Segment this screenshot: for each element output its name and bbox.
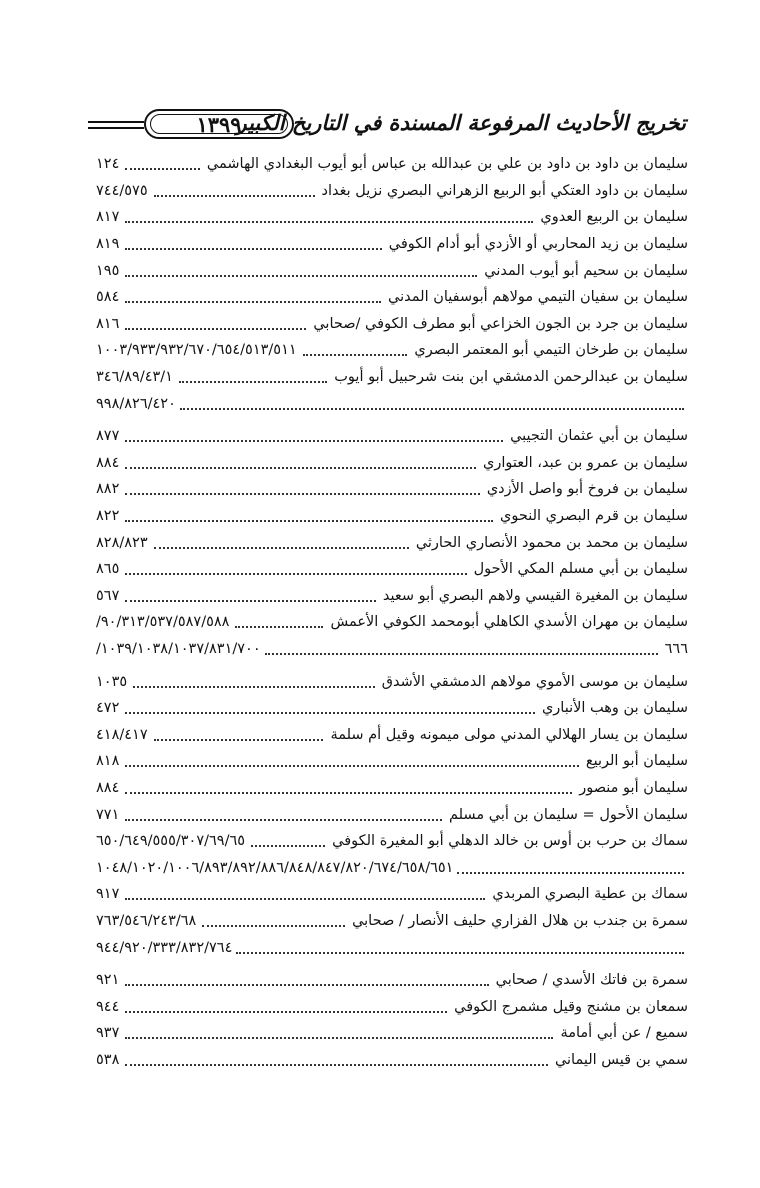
- index-entry-continuation: [96, 854, 688, 881]
- dot-leader: [457, 872, 684, 874]
- entry-name: سليمان بن داود بن داود بن علي بن عبدالله بن عباس أبو أيوب البغدادي الهاشمي: [206, 156, 688, 173]
- entry-refs: ٨١٩: [96, 236, 120, 253]
- entry-refs: ٨١٨: [96, 753, 120, 770]
- entry-refs: ٦٥٠/٦٤٩/٥٥٥/٣٠٧/٦٩/٦٥: [96, 833, 246, 850]
- dot-leader: [179, 381, 327, 383]
- entry-name: سليمان بن سحيم أبو أيوب المدني: [484, 262, 688, 279]
- entry-name: سماك بن عطية البصري المربدي: [492, 886, 688, 903]
- dot-leader: [125, 984, 488, 986]
- entry-refs: ٤١٨/٤١٧: [96, 726, 148, 743]
- entry-name: سمي بن قيس اليماني: [554, 1051, 688, 1068]
- entry-name: سليمان بن فروخ أبو واصل الأزدي: [486, 481, 688, 498]
- entry-name: سليمان بن موسى الأموي مولاهم الدمشقي الأشدق: [381, 673, 688, 690]
- index-entry: [96, 556, 688, 583]
- index-entry: [96, 476, 688, 503]
- index-entry: [96, 364, 688, 391]
- index-entry: [96, 503, 688, 530]
- dot-leader: [125, 440, 503, 442]
- entry-name: سليمان أبو الربيع: [585, 753, 688, 770]
- index-entry: [96, 609, 688, 636]
- dot-leader: [125, 168, 200, 170]
- header-rule: [88, 127, 144, 129]
- index-entry: [96, 1047, 688, 1074]
- entry-refs: ١٠٣٥: [96, 673, 128, 690]
- index-entry: [96, 257, 688, 284]
- dot-leader: [125, 221, 533, 223]
- entry-refs: ٩٢١: [96, 972, 120, 989]
- index-entry-continuation: [96, 636, 688, 663]
- index-entry: [96, 993, 688, 1020]
- index-entry: [96, 721, 688, 748]
- entry-refs: ٧٦٣/٥٤٦/٢٤٣/٦٨: [96, 912, 197, 929]
- entry-refs: ٩١٧: [96, 886, 120, 903]
- index-entry: [96, 450, 688, 477]
- entry-name: سليمان الأحول = سليمان بن أبي مسلم: [448, 806, 688, 823]
- dot-leader: [125, 1037, 553, 1039]
- dot-leader: [180, 408, 684, 410]
- entry-refs: ١٢٤: [96, 156, 120, 173]
- index-entry: [96, 881, 688, 908]
- entry-name: سليمان بن المغيرة القيسي ولاهم البصري أبو سعيد: [382, 587, 688, 604]
- entry-name: سليمان بن مهران الأسدي الكاهلي أبومحمد الكوفي الأعمش: [330, 614, 688, 631]
- entry-refs: ٩٤٤: [96, 998, 120, 1015]
- entry-refs: ٩٠/٣١٣/٥٣٧/٥٨٧/٥٨٨/: [96, 614, 230, 631]
- dot-leader: [235, 626, 323, 628]
- index-entry-continuation: [96, 934, 688, 961]
- entry-name: سليمان بن محمد بن محمود الأنصاري الحارثي: [415, 534, 688, 551]
- entry-name: سليمان بن عبدالرحمن الدمشقي ابن بنت شرحبيل أبو أيوب: [334, 369, 688, 386]
- entry-name: سماك بن حرب بن أوس بن خالد الدهلي أبو المغيرة الكوفي: [332, 833, 688, 850]
- entry-refs: ٧٧١: [96, 806, 120, 823]
- dot-leader: [125, 248, 381, 250]
- entry-name: سليمان بن أبي عثمان التجيبي: [510, 428, 688, 445]
- entry-name: سليمان أبو منصور: [579, 779, 688, 796]
- index-entry: [96, 583, 688, 610]
- entry-name: سليمان بن سفيان التيمي مولاهم أبوسفيان المدني: [388, 289, 688, 306]
- dot-leader: [202, 925, 345, 927]
- entry-refs: ٨٢٢: [96, 508, 120, 525]
- dot-leader: [125, 275, 477, 277]
- dot-leader: [125, 792, 572, 794]
- dot-leader: [125, 493, 479, 495]
- index-entry: [96, 204, 688, 231]
- dot-leader: [125, 467, 476, 469]
- entry-name: سميع / عن أبي أمامة: [560, 1025, 688, 1042]
- dot-leader: [125, 765, 579, 767]
- index-entry: [96, 748, 688, 775]
- entry-refs: ٩٤٤/٩٢٠/٣٣٣/٨٣٢/٧٦٤: [96, 939, 233, 956]
- page-number: ١٣٩٩: [144, 109, 294, 139]
- entry-name: سليمان بن وهب الأنباري: [541, 700, 688, 717]
- index-entry: [96, 801, 688, 828]
- entry-name: سليمان بن يسار الهلالي المدني مولى ميمونه وقيل أم سلمة: [330, 726, 688, 743]
- dot-leader: [125, 301, 381, 303]
- index-entry: [96, 695, 688, 722]
- entry-refs: ٨١٧: [96, 209, 120, 226]
- index-entry: [96, 908, 688, 935]
- entry-refs: ٧٤٤/٥٧٥: [96, 182, 148, 199]
- header-rule: [88, 121, 144, 123]
- entry-refs: ٨٨٢: [96, 481, 120, 498]
- entry-name: سمرة بن فاتك الأسدي / صحابي: [495, 972, 688, 989]
- entry-name: سليمان بن زيد المحاربي أو الأزدي أبو أدام الكوفي: [388, 236, 688, 253]
- entry-refs: ٣٤٦/٨٩/٤٣/١: [96, 369, 173, 386]
- entry-refs: ٩٣٧: [96, 1025, 120, 1042]
- entry-name: سمعان بن مشنج وقيل مشمرج الكوفي: [454, 998, 688, 1015]
- entry-refs: ٥٨٤: [96, 289, 120, 306]
- dot-leader: [154, 547, 409, 549]
- dot-leader: [125, 898, 485, 900]
- dot-leader: [133, 686, 375, 688]
- entry-name: سليمان بن أبي مسلم المكي الأحول: [473, 561, 688, 578]
- entry-name: سليمان بن الربيع العدوي: [540, 209, 688, 226]
- entry-name: سليمان بن طرخان التيمي أبو المعتمر البصري: [414, 342, 688, 359]
- index-entry: [96, 668, 688, 695]
- running-title: تخريج الأحاديث المرفوعة المسندة في التاريخ الكبير: [236, 110, 686, 135]
- index-entry: [96, 284, 688, 311]
- entry-refs: ٨٧٧: [96, 428, 120, 445]
- entry-refs: ٨٨٤: [96, 454, 120, 471]
- dot-leader: [303, 354, 408, 356]
- dot-leader: [154, 195, 315, 197]
- dot-leader: [125, 1011, 447, 1013]
- entry-name: سليمان بن جرد بن الجون الخزاعي أبو مطرف الكوفي /صحابي: [313, 315, 688, 332]
- entry-refs: ٩٩٨/٨٢٦/٤٢٠: [96, 395, 176, 412]
- entry-name: سليمان بن قرم البصري النحوي: [500, 508, 688, 525]
- index-entry: [96, 967, 688, 994]
- dot-leader: [125, 328, 306, 330]
- index-entry: [96, 311, 688, 338]
- index-entry: [96, 775, 688, 802]
- entry-refs: ٥٦٧: [96, 587, 120, 604]
- dot-leader: [251, 845, 325, 847]
- dot-leader: [154, 739, 324, 741]
- entry-refs-lead: ٦٦٦: [664, 640, 688, 657]
- dot-leader: [125, 819, 442, 821]
- dot-leader: [125, 573, 466, 575]
- index-entry: [96, 337, 688, 364]
- index-entry: [96, 178, 688, 205]
- entry-refs: ١٠٣٩/١٠٣٨/١٠٣٧/٨٣١/٧٠٠/: [96, 640, 261, 657]
- index-entry: [96, 151, 688, 178]
- dot-leader: [125, 712, 535, 714]
- index-entry: [96, 1020, 688, 1047]
- entry-refs: ٨٨٤: [96, 779, 120, 796]
- index-entries: [96, 151, 688, 1073]
- index-entry: [96, 828, 688, 855]
- entry-refs: ١٠٠٣/٩٣٣/٩٣٢/٦٧٠/٦٥٤/٥١٣/٥١١: [96, 342, 297, 359]
- entry-name: سليمان بن عمرو بن عبد، العتواري: [482, 454, 688, 471]
- page-header: [88, 108, 686, 150]
- dot-leader: [236, 952, 684, 954]
- entry-refs: ٨٢٨/٨٢٣: [96, 534, 148, 551]
- dot-leader: [125, 520, 493, 522]
- entry-name: سمرة بن جندب بن هلال الفزاري حليف الأنصار / صحابي: [352, 912, 688, 929]
- index-entry: [96, 231, 688, 258]
- dot-leader: [265, 653, 658, 655]
- entry-refs: ٨١٦: [96, 315, 120, 332]
- entry-refs: ٨٦٥: [96, 561, 120, 578]
- index-entry-continuation: [96, 390, 688, 417]
- entry-refs: ١٩٥: [96, 262, 120, 279]
- dot-leader: [125, 600, 376, 602]
- index-entry: [96, 423, 688, 450]
- dot-leader: [125, 1064, 548, 1066]
- entry-refs: ٤٧٢: [96, 700, 120, 717]
- entry-refs: ٥٣٨: [96, 1051, 120, 1068]
- entry-name: سليمان بن داود العتكي أبو الربيع الزهراني البصري نزيل بغداد: [321, 182, 688, 199]
- entry-refs: ١٠٤٨/١٠٢٠/١٠٠٦/٨٩٣/٨٩٢/٨٨٦/٨٤٨/٨٤٧/٨٢٠/٦٧٤/٦٥٨/٦٥١: [96, 859, 454, 876]
- index-entry: [96, 529, 688, 556]
